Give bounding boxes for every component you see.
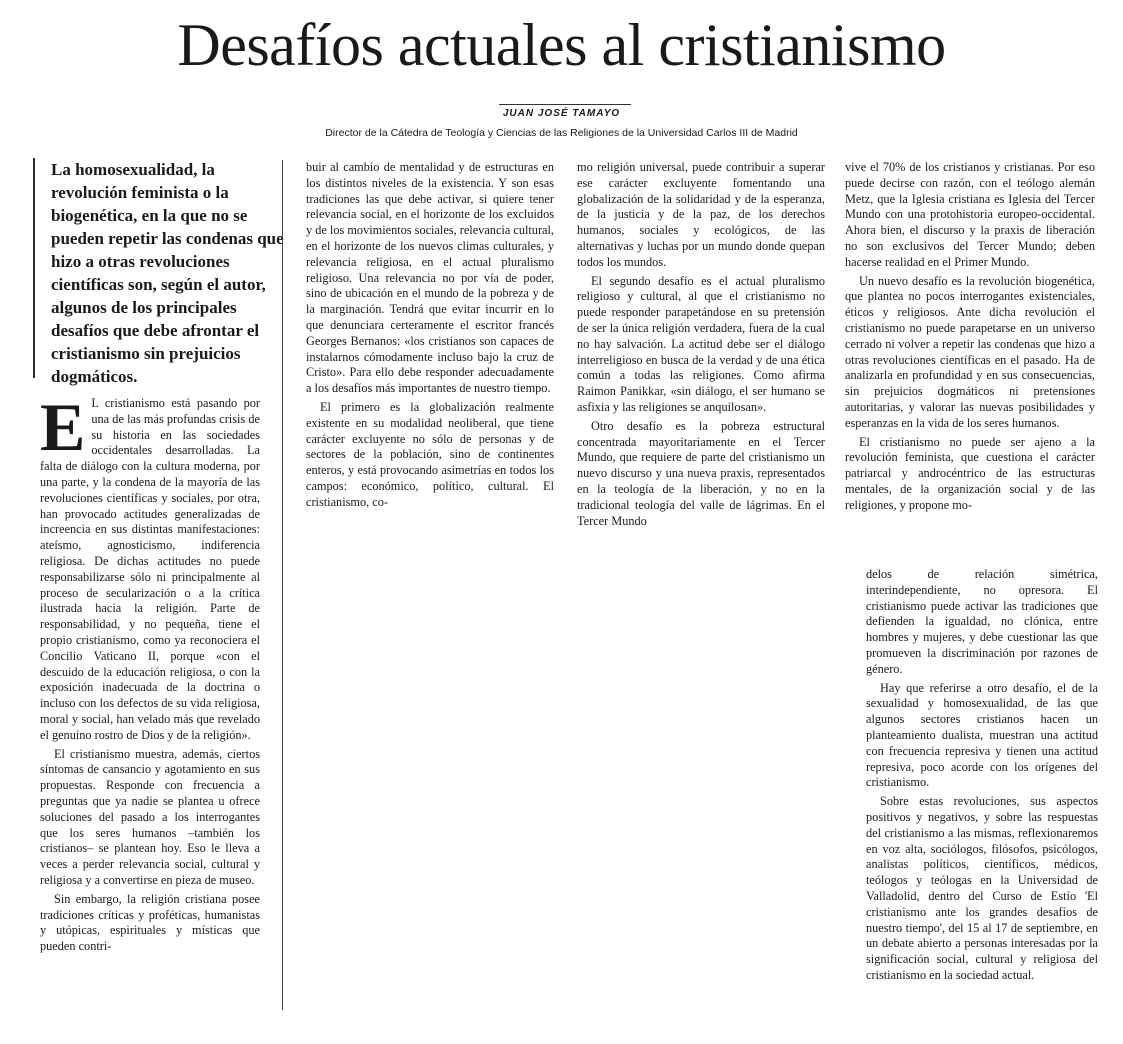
column-4 — [845, 160, 1095, 570]
body-paragraph: delos de relación simétrica, interindependiente, no opresora. El cristianismo puede activar las tradiciones que defienden la igualdad, no clónica, entre hombres y mujeres, y debe cuestionar las que promueven la discriminación por razones de género. — [866, 567, 1098, 676]
body-paragraph: Otro desafío es la pobreza estructural concentrada mayoritariamente en el Tercer Mundo, que requiere de parte del cristianismo un nuevo discurso y una nueva praxis, representados en la teología de la liberación, y no en la tradicional teología del valle de lágrimas. En el Tercer Mundo — [577, 418, 825, 528]
paragraph-text: L cristianismo está pasando por una de las más profundas crisis de su historia en las sociedades occidentales desarrolladas. La falta de diálogo con la cultura moderna, por una parte, y la condena de la mayoría de las revoluciones científicas y sociales, por otra, han provocado actitudes generalizadas de increencia en sus distintas manifestaciones: ateísmo, agnosticismo, indiferencia religiosa. De dichas actitudes no puede responsabilizarse sólo ni principalmente al proceso de secularización o a la crítica ilustrada hacia la religión. Parte de responsabilidad, y no pequeña, tiene el propio cristianismo, como ya reconociera el Concilio Vaticano II, porque «con el descuido de la educación religiosa, o con la exposición inadecuada de la doctrina o incluso con los defectos de su vida religiosa, moral y social, han velado más que revelado el genuino rostro de Dios y de la religión». — [40, 396, 260, 742]
column-3 — [577, 160, 825, 550]
author-rule — [499, 104, 631, 105]
body-paragraph: Sin embargo, la religión cristiana posee tradiciones críticas y proféticas, humanistas y utópicas, espirituales y místicas que pueden contri- — [40, 891, 260, 954]
body-paragraph: El cristianismo muestra, además, ciertos síntomas de cansancio y agotamiento en sus propuestas. Responde con frecuencia a preguntas que ya nadie se plantea u ofrece soluciones del pasado a los interrogantes que los seres humanos –también los cristianos– se plantean hoy. Eso le lleva a veces a perder relevancia social, cultural y religiosa y a convertirse en pieza de museo. — [40, 746, 260, 887]
column-4-continued — [866, 567, 1098, 1037]
body-paragraph: vive el 70% de los cristianos y cristianas. Por eso puede decirse con razón, con el teólogo alemán Metz, que la Iglesia cristiana es Iglesia del Tercer Mundo con una protohistoria europeo-occidental. Ahora bien, el discurso y la praxis de liberación no son exclusivos del Tercer Mundo; deben hacerse realidad en el Primer Mundo. — [845, 160, 1095, 269]
author-affiliation: Director de la Cátedra de Teología y Ciencias de las Religiones de la Universidad Carlos III de Madrid — [325, 127, 798, 139]
body-paragraph: Un nuevo desafío es la revolución biogenética, que plantea no pocos interrogantes existenciales, éticos y religiosos. Ante dicha revolución el cristianismo no puede parapetarse en un universo cerrado ni volver a repetir las condenas que hizo a otras revoluciones científicas en el pasado. Ha de analizarla en profundidad y en sus consecuencias, sin prejuicios dogmáticos ni pretensiones autoritarias, y valorar las nuevas posibilidades y esperanzas en la vida de los seres humanos. — [845, 273, 1095, 430]
drop-cap: E — [40, 389, 86, 465]
body-paragraph: buir al cambio de mentalidad y de estructuras en los distintos niveles de la existencia. Y son esas tradiciones las que debe activar, si quiere tener relevancia social, en el horizonte de los excluidos y de los movimientos sociales, relevancia cultural, en el horizonte de los nuevos climas culturales, y relevancia religiosa, en el actual pluralismo religioso. Una relevancia no por vía de poder, sino de ubicación en el mundo de la pobreza y de la marginación. Tendrá que evitar incurrir en lo que denunciara certeramente el escritor francés Georges Bernanos: «los cristianos son capaces de instalarnos cómodamente incluso bajo la cruz de Cristo». Para ello debe responder adecuadamente a los desafíos más importantes de nuestro tiempo. — [306, 160, 554, 396]
body-paragraph: El segundo desafío es el actual pluralismo religioso y cultural, al que el cristianismo no puede responder parapetándose en su pretensión de ser la única religión verdadera, fuera de la cual no hay salvación. La actitud debe ser el diálogo interreligioso en busca de la verdad y de una ética común a todas las religiones. Como afirma Raimon Panikkar, «sin diálogo, el ser humano se asfixia y las religiones se anquilosan». — [577, 273, 825, 414]
column-2 — [306, 160, 554, 550]
headline: Desafíos actuales al cristianismo — [177, 12, 946, 78]
lead-paragraph: La homosexualidad, la revolución feminista o la biogenética, en la que no se pueden repetir las condenas que hizo a otras revoluciones científicas son, según el autor, algunos de los principales desafíos que debe afrontar el cristianismo sin prejuicios dogmáticos. — [33, 158, 291, 378]
body-paragraph: mo religión universal, puede contribuir a superar ese carácter excluyente fomentando una globalización de la solidaridad y de la esperanza, de la justicia y de la paz, de los derechos humanos, sociales y ecológicos, de las alternativas y luchas por un mundo donde quepan todos los mundos. — [577, 160, 825, 269]
body-paragraph: El primero es la globalización realmente existente en su modalidad neoliberal, que tiene carácter excluyente no sólo de personas y de sectores de la población, sino de continentes enteros, y está provocando asimetrías en todos los campos: económico, político, cultural. El cristianismo, co- — [306, 399, 554, 509]
body-paragraph — [40, 389, 260, 744]
author-byline: JUAN JOSÉ TAMAYO — [502, 108, 621, 119]
column-divider — [282, 160, 283, 1010]
column-1 — [40, 389, 260, 1036]
body-paragraph: El cristianismo no puede ser ajeno a la revolución feminista, que cuestiona el carácter patriarcal y androcéntrico de las estructuras mentales, de la organización social y de las religiones, y propone mo- — [845, 434, 1095, 512]
body-paragraph: Sobre estas revoluciones, sus aspectos positivos y negativos, y sobre las respuestas del cristianismo a las mismas, reflexionaremos en voz alta, sociólogos, filósofos, psicólogos, analistas políticos, científicos, médicos, teólogos y teólogas en la Universidad de Valladolid, dentro del Curso de Estío 'El cristianismo ante los grandes desafíos de nuestro tiempo', del 15 al 17 de septiembre, en un debate abierto a personas interesadas por la significación social, cultural y religiosa del cristianismo en la sociedad actual. — [866, 794, 1098, 982]
body-paragraph: Hay que referirse a otro desafío, el de la sexualidad y homosexualidad, de las que algunos sectores cristianos hacen un planteamiento dualista, muestran una actitud con frecuencia represiva y tienen una actitud represiva, poco acorde con los orígenes del cristianismo. — [866, 680, 1098, 790]
